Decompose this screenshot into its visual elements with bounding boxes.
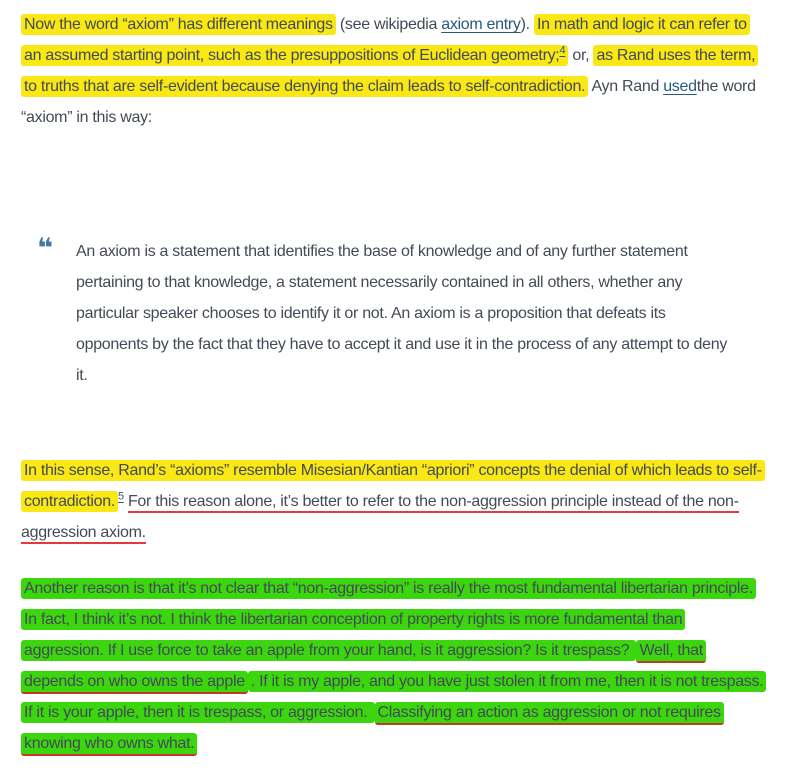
footnote-4-link[interactable]: 4	[559, 44, 566, 57]
open-quote-icon: ❝	[37, 233, 53, 264]
link-axiom-entry[interactable]: axiom entry	[441, 16, 521, 33]
yellow-highlight-text: In this sense, Rand’s “axioms” resemble Misesian/Kantian “apriori” concepts the denial of which leads to self-contradiction.	[21, 460, 765, 512]
green-highlight-text: . If it is my apple, and you have just stolen it from me, then it is not trespass. If it is your apple, then it is trespass, or aggression.	[21, 671, 766, 723]
yellow-highlight-text: In math and logic it can refer to an assumed starting point, such as the presuppositions of Euclidean geometry;	[24, 16, 747, 64]
plain-text: ).	[520, 16, 534, 33]
blockquote-rand-axiom-definition	[21, 233, 764, 391]
footnote-5	[118, 491, 124, 503]
paragraph-axiom-meanings	[21, 9, 764, 133]
green-highlight-text: Another reason is that it’s not clear that “non-aggression” is really the most fundamental libertarian principle. In fact, I think it’s not. I think the libertarian conception of property rights is more fundamental than aggression. If I use force to take an apple from your hand, is it aggression? Is it trespass?	[21, 578, 756, 661]
paragraph-rand-axioms	[21, 455, 764, 548]
link-used[interactable]: used	[663, 78, 697, 95]
footnote-5-link[interactable]: 5	[117, 490, 124, 503]
green-highlight-red-underlined-text: Well, that depends on who owns the apple	[21, 640, 706, 694]
yellow-highlight-text: as Rand uses the term, to truths that are self-evident because denying the claim leads to self-contradiction.	[21, 45, 758, 97]
green-highlight-red-underlined-text: Classifying an action as aggression or not requires knowing who owns what.	[21, 702, 724, 756]
plain-text: the word “axiom” in this way:	[21, 78, 756, 126]
red-underlined-text: For this reason alone, it’s better to refer to the non-aggression principle instead of the non-aggression axiom.	[21, 493, 739, 544]
plain-text: Ayn Rand	[588, 78, 664, 95]
paragraph-another-reason	[21, 573, 764, 759]
plain-text: or,	[568, 47, 594, 64]
yellow-highlight-text: Now the word “axiom” has different meanings	[21, 14, 336, 35]
blockquote-text: An axiom is a statement that identifies the base of knowledge and of any further statement pertaining to that knowledge, a statement necessarily contained in all others, whether any particular speaker chooses to identify it or not. An axiom is a proposition that defeats its opponents by the fact that they have to accept it and use it in the process of any attempt to deny it.	[76, 243, 728, 384]
plain-text: (see wikipedia	[335, 16, 442, 33]
footnote-4	[559, 45, 565, 57]
